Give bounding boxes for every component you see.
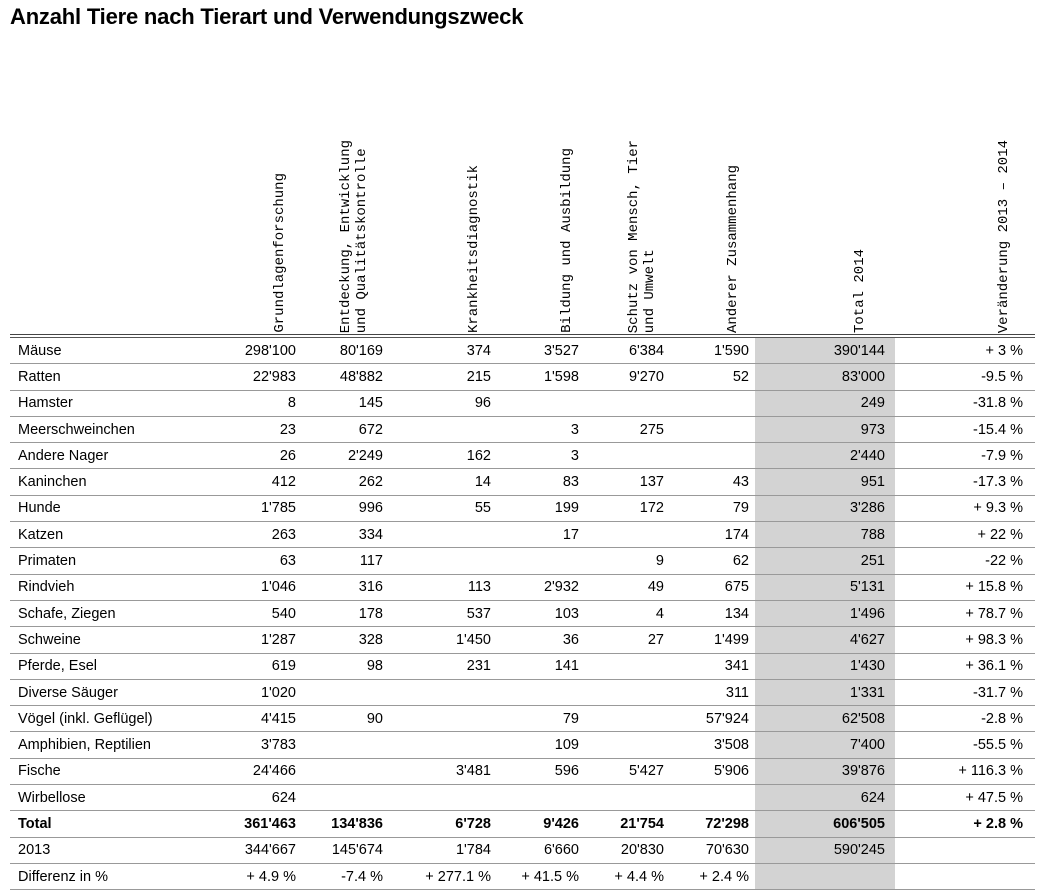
value-cell <box>302 679 389 705</box>
value-cell: 361'463 <box>215 811 302 837</box>
value-cell: 199 <box>497 495 585 521</box>
table-row <box>10 495 1035 521</box>
value-cell: 43 <box>670 469 755 495</box>
value-cell: 145'674 <box>302 837 389 863</box>
table-row <box>10 338 1035 364</box>
table-row <box>10 364 1035 390</box>
value-cell: 2'249 <box>302 443 389 469</box>
value-cell: 3'783 <box>215 732 302 758</box>
value-cell <box>389 706 497 732</box>
column-header-label: Anderer Zusammenhang <box>725 164 741 333</box>
row-label: Ratten <box>10 364 215 390</box>
change-cell <box>895 863 1035 889</box>
total-cell: 590'245 <box>755 837 895 863</box>
value-cell <box>585 732 670 758</box>
row-label: Primaten <box>10 548 215 574</box>
value-cell: 311 <box>670 679 755 705</box>
row-label: Katzen <box>10 522 215 548</box>
value-cell: 1'499 <box>670 627 755 653</box>
table-row <box>10 548 1035 574</box>
total-cell: 1'496 <box>755 600 895 626</box>
value-cell: 17 <box>497 522 585 548</box>
value-cell <box>585 653 670 679</box>
row-label: Differenz in % <box>10 863 215 889</box>
value-cell: 3 <box>497 416 585 442</box>
value-cell: 596 <box>497 758 585 784</box>
table-row <box>10 837 1035 863</box>
value-cell: 63 <box>215 548 302 574</box>
value-cell: 4'415 <box>215 706 302 732</box>
value-cell: 344'667 <box>215 837 302 863</box>
row-label: Total <box>10 811 215 837</box>
row-label: Kaninchen <box>10 469 215 495</box>
table-row <box>10 443 1035 469</box>
value-cell: 1'020 <box>215 679 302 705</box>
value-cell <box>585 522 670 548</box>
value-cell: 263 <box>215 522 302 548</box>
total-cell: 5'131 <box>755 574 895 600</box>
value-cell: 174 <box>670 522 755 548</box>
row-label: Andere Nager <box>10 443 215 469</box>
value-cell: 80'169 <box>302 338 389 364</box>
table-row <box>10 758 1035 784</box>
value-cell: 5'906 <box>670 758 755 784</box>
value-cell: 412 <box>215 469 302 495</box>
value-cell: 619 <box>215 653 302 679</box>
table-row <box>10 574 1035 600</box>
row-label: Schafe, Ziegen <box>10 600 215 626</box>
value-cell: 3'527 <box>497 338 585 364</box>
total-cell: 1'430 <box>755 653 895 679</box>
table-row <box>10 811 1035 837</box>
value-cell: 55 <box>389 495 497 521</box>
row-label: Pferde, Esel <box>10 653 215 679</box>
value-cell <box>302 785 389 811</box>
total-cell: 606'505 <box>755 811 895 837</box>
row-label: 2013 <box>10 837 215 863</box>
change-cell: + 15.8 % <box>895 574 1035 600</box>
change-cell: + 9.3 % <box>895 495 1035 521</box>
change-cell: + 2.8 % <box>895 811 1035 837</box>
value-cell: 27 <box>585 627 670 653</box>
value-cell: 540 <box>215 600 302 626</box>
column-header-label: Grundlagenforschung <box>272 173 288 333</box>
value-cell: 79 <box>670 495 755 521</box>
value-cell: 1'046 <box>215 574 302 600</box>
value-cell: 113 <box>389 574 497 600</box>
table-row <box>10 522 1035 548</box>
value-cell: 62 <box>670 548 755 574</box>
value-cell: 141 <box>497 653 585 679</box>
table-row <box>10 785 1035 811</box>
value-cell: 1'598 <box>497 364 585 390</box>
row-label: Hamster <box>10 390 215 416</box>
change-cell: -7.9 % <box>895 443 1035 469</box>
change-cell: -15.4 % <box>895 416 1035 442</box>
row-label: Vögel (inkl. Geflügel) <box>10 706 215 732</box>
table-row <box>10 627 1035 653</box>
column-header-label: Bildung und Ausbildung <box>559 148 575 333</box>
change-cell: + 98.3 % <box>895 627 1035 653</box>
change-cell: -17.3 % <box>895 469 1035 495</box>
value-cell: 134 <box>670 600 755 626</box>
row-label: Hunde <box>10 495 215 521</box>
value-cell: 103 <box>497 600 585 626</box>
total-cell: 624 <box>755 785 895 811</box>
value-cell: 316 <box>302 574 389 600</box>
page-title: Anzahl Tiere nach Tierart und Verwendungszweck <box>10 4 524 29</box>
table-row <box>10 653 1035 679</box>
change-cell: -9.5 % <box>895 364 1035 390</box>
value-cell: 328 <box>302 627 389 653</box>
value-cell: 996 <box>302 495 389 521</box>
value-cell: 23 <box>215 416 302 442</box>
change-cell: -2.8 % <box>895 706 1035 732</box>
change-cell: + 116.3 % <box>895 758 1035 784</box>
total-cell: 7'400 <box>755 732 895 758</box>
change-cell: + 22 % <box>895 522 1035 548</box>
row-label: Meerschweinchen <box>10 416 215 442</box>
value-cell <box>585 785 670 811</box>
data-table <box>10 337 1035 890</box>
value-cell: 6'660 <box>497 837 585 863</box>
total-cell: 1'331 <box>755 679 895 705</box>
value-cell: 341 <box>670 653 755 679</box>
value-cell: 1'785 <box>215 495 302 521</box>
table-row <box>10 706 1035 732</box>
value-cell: 3 <box>497 443 585 469</box>
value-cell: 298'100 <box>215 338 302 364</box>
change-cell: + 78.7 % <box>895 600 1035 626</box>
value-cell: 3'508 <box>670 732 755 758</box>
value-cell: 137 <box>585 469 670 495</box>
value-cell: 675 <box>670 574 755 600</box>
value-cell: 22'983 <box>215 364 302 390</box>
total-cell: 390'144 <box>755 338 895 364</box>
value-cell: 624 <box>215 785 302 811</box>
value-cell: + 2.4 % <box>670 863 755 889</box>
value-cell <box>497 785 585 811</box>
value-cell <box>670 785 755 811</box>
value-cell <box>302 732 389 758</box>
value-cell: 537 <box>389 600 497 626</box>
row-label: Rindvieh <box>10 574 215 600</box>
change-cell: -55.5 % <box>895 732 1035 758</box>
value-cell <box>497 548 585 574</box>
value-cell: 145 <box>302 390 389 416</box>
total-cell: 4'627 <box>755 627 895 653</box>
value-cell: + 41.5 % <box>497 863 585 889</box>
total-cell: 83'000 <box>755 364 895 390</box>
table-row <box>10 469 1035 495</box>
table-row <box>10 732 1035 758</box>
value-cell: 6'384 <box>585 338 670 364</box>
total-cell: 249 <box>755 390 895 416</box>
value-cell: 2'932 <box>497 574 585 600</box>
value-cell <box>497 679 585 705</box>
row-label: Mäuse <box>10 338 215 364</box>
value-cell: 48'882 <box>302 364 389 390</box>
total-cell: 39'876 <box>755 758 895 784</box>
table-row <box>10 416 1035 442</box>
total-cell: 788 <box>755 522 895 548</box>
value-cell: 109 <box>497 732 585 758</box>
row-label: Diverse Säuger <box>10 679 215 705</box>
value-cell: 3'481 <box>389 758 497 784</box>
change-cell: + 3 % <box>895 338 1035 364</box>
value-cell <box>389 416 497 442</box>
value-cell: 4 <box>585 600 670 626</box>
table-row <box>10 390 1035 416</box>
value-cell: 96 <box>389 390 497 416</box>
value-cell: 374 <box>389 338 497 364</box>
header-rule <box>10 334 1035 335</box>
value-cell <box>389 679 497 705</box>
total-cell: 951 <box>755 469 895 495</box>
value-cell <box>497 390 585 416</box>
value-cell: 90 <box>302 706 389 732</box>
value-cell: 1'450 <box>389 627 497 653</box>
change-cell <box>895 837 1035 863</box>
value-cell: 172 <box>585 495 670 521</box>
value-cell: 672 <box>302 416 389 442</box>
table-row <box>10 863 1035 889</box>
value-cell: + 277.1 % <box>389 863 497 889</box>
value-cell: 49 <box>585 574 670 600</box>
value-cell: 9 <box>585 548 670 574</box>
change-cell: + 36.1 % <box>895 653 1035 679</box>
row-label: Fische <box>10 758 215 784</box>
value-cell <box>585 706 670 732</box>
value-cell: 262 <box>302 469 389 495</box>
value-cell: 24'466 <box>215 758 302 784</box>
value-cell <box>389 522 497 548</box>
total-cell: 2'440 <box>755 443 895 469</box>
total-cell: 251 <box>755 548 895 574</box>
value-cell: 20'830 <box>585 837 670 863</box>
value-cell: 21'754 <box>585 811 670 837</box>
value-cell: 162 <box>389 443 497 469</box>
value-cell: 1'287 <box>215 627 302 653</box>
row-label: Amphibien, Reptilien <box>10 732 215 758</box>
table-row <box>10 679 1035 705</box>
column-header-label: Entdeckung, Entwicklung und Qualitätskontrolle <box>338 139 370 333</box>
value-cell: 9'270 <box>585 364 670 390</box>
value-cell: 57'924 <box>670 706 755 732</box>
column-header-label: Veränderung 2013 – 2014 <box>996 139 1012 333</box>
value-cell: 134'836 <box>302 811 389 837</box>
table-row <box>10 600 1035 626</box>
total-cell <box>755 863 895 889</box>
value-cell <box>670 443 755 469</box>
value-cell: + 4.4 % <box>585 863 670 889</box>
value-cell: 72'298 <box>670 811 755 837</box>
total-cell: 3'286 <box>755 495 895 521</box>
value-cell: 26 <box>215 443 302 469</box>
value-cell: 8 <box>215 390 302 416</box>
value-cell <box>670 390 755 416</box>
value-cell <box>670 416 755 442</box>
change-cell: -31.8 % <box>895 390 1035 416</box>
value-cell <box>585 390 670 416</box>
value-cell: 275 <box>585 416 670 442</box>
column-header-label: Total 2014 <box>852 248 868 333</box>
column-header-label: Krankheitsdiagnostik <box>466 164 482 333</box>
value-cell <box>389 548 497 574</box>
value-cell: 52 <box>670 364 755 390</box>
change-cell: + 47.5 % <box>895 785 1035 811</box>
value-cell <box>302 758 389 784</box>
value-cell <box>585 443 670 469</box>
change-cell: -31.7 % <box>895 679 1035 705</box>
row-label: Schweine <box>10 627 215 653</box>
value-cell: -7.4 % <box>302 863 389 889</box>
value-cell <box>585 679 670 705</box>
value-cell: 6'728 <box>389 811 497 837</box>
value-cell: 9'426 <box>497 811 585 837</box>
change-cell: -22 % <box>895 548 1035 574</box>
value-cell: 178 <box>302 600 389 626</box>
value-cell <box>389 732 497 758</box>
value-cell: + 4.9 % <box>215 863 302 889</box>
column-header-label: Schutz von Mensch, Tier und Umwelt <box>626 139 658 333</box>
row-label: Wirbellose <box>10 785 215 811</box>
value-cell: 334 <box>302 522 389 548</box>
total-cell: 62'508 <box>755 706 895 732</box>
value-cell: 83 <box>497 469 585 495</box>
value-cell: 231 <box>389 653 497 679</box>
value-cell: 5'427 <box>585 758 670 784</box>
value-cell: 1'784 <box>389 837 497 863</box>
value-cell <box>389 785 497 811</box>
total-cell: 973 <box>755 416 895 442</box>
value-cell: 70'630 <box>670 837 755 863</box>
value-cell: 1'590 <box>670 338 755 364</box>
value-cell: 117 <box>302 548 389 574</box>
value-cell: 215 <box>389 364 497 390</box>
value-cell: 14 <box>389 469 497 495</box>
value-cell: 98 <box>302 653 389 679</box>
value-cell: 36 <box>497 627 585 653</box>
value-cell: 79 <box>497 706 585 732</box>
